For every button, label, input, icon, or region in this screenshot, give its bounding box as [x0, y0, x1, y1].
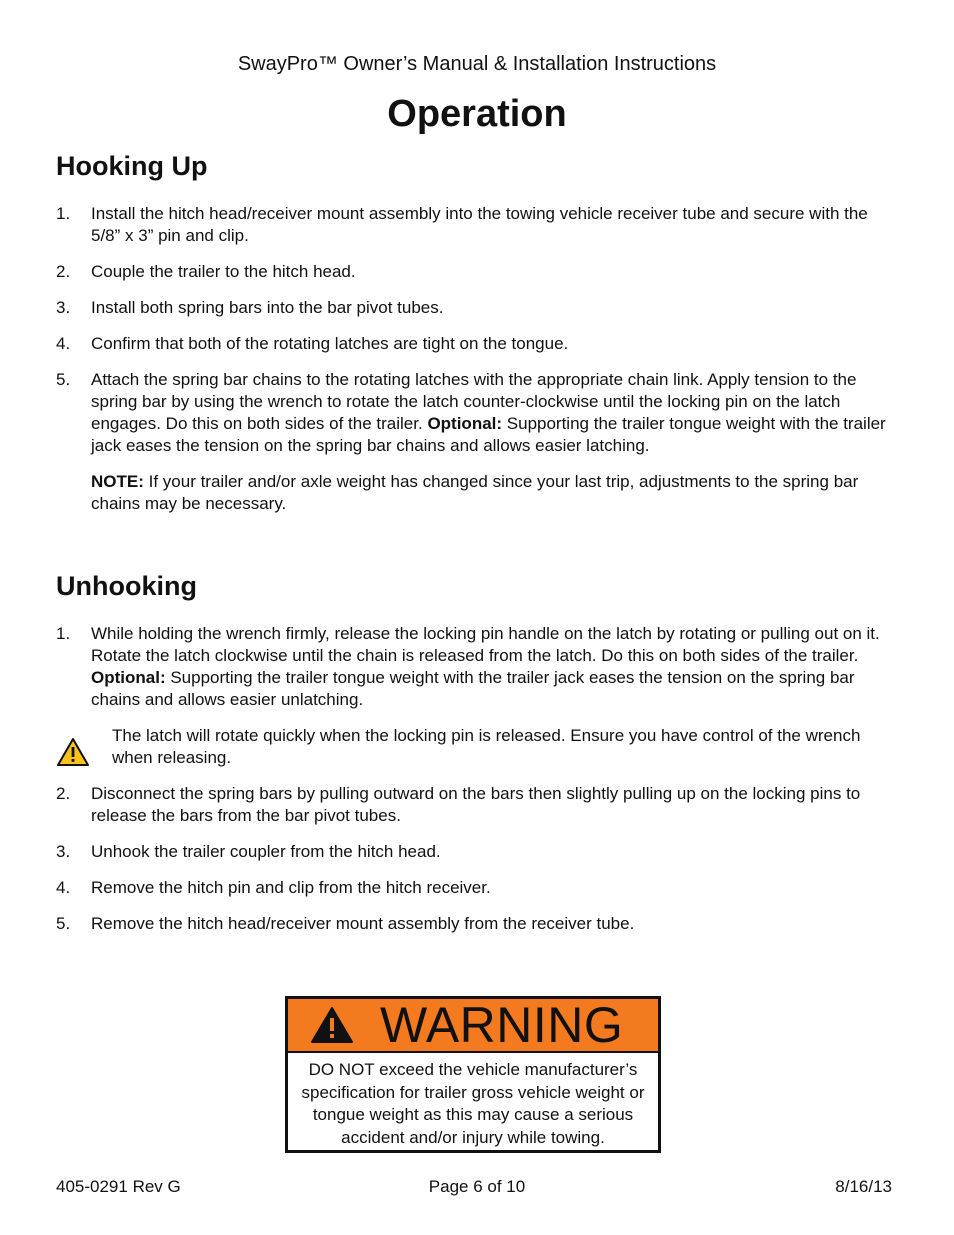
hooking-up-heading: Hooking Up: [56, 151, 208, 181]
step-number: 4.: [56, 334, 71, 353]
unhooking-steps: [56, 623, 896, 949]
list-item: [56, 877, 896, 899]
step-text: Couple the trailer to the hitch head.: [91, 262, 356, 281]
step-number: 5.: [56, 914, 71, 933]
step-text-after: Supporting the trailer tongue weight with the trailer jack eases the tension on the spring bar chains and allows easier unlatching.: [91, 668, 855, 709]
step-text: While holding the wrench firmly, release the locking pin handle on the latch by rotating or pulling out on it. Rotate the latch clockwise until the chain is released from the latch. Do this on both sides of the trailer.: [91, 624, 880, 665]
hooking-up-steps: [56, 203, 896, 529]
step-text: Remove the hitch pin and clip from the hitch receiver.: [91, 878, 491, 897]
footer-doc-number: 405-0291 Rev G: [56, 1177, 181, 1196]
list-item: [56, 913, 896, 935]
caution-note: [56, 725, 896, 769]
note-text: If your trailer and/or axle weight has changed since your last trip, adjustments to the spring bar chains may be necessary.: [91, 472, 859, 513]
step-text: Install the hitch head/receiver mount assembly into the towing vehicle receiver tube and secure with the 5/8” x 3” pin and clip.: [91, 204, 868, 245]
unhooking-heading: Unhooking: [56, 571, 197, 601]
warning-triangle-icon: [310, 1006, 354, 1044]
step-text: Unhook the trailer coupler from the hitch head.: [91, 842, 441, 861]
step-number: 2.: [56, 784, 71, 803]
list-item: [56, 297, 896, 319]
list-item: [56, 333, 896, 355]
step-text: Install both spring bars into the bar pivot tubes.: [91, 298, 444, 317]
list-item: [56, 261, 896, 283]
step-text: Disconnect the spring bars by pulling outward on the bars then slightly pulling up on the locking pins to release the bars from the bar pivot tubes.: [91, 784, 861, 825]
note-label: NOTE:: [91, 472, 144, 491]
warning-banner: [288, 999, 658, 1053]
step-number: 3.: [56, 298, 71, 317]
list-item: [56, 783, 896, 827]
optional-label: Optional:: [427, 414, 503, 433]
caution-triangle-icon: [56, 737, 90, 767]
step-number: 1.: [56, 624, 71, 643]
step-text: Confirm that both of the rotating latches are tight on the tongue.: [91, 334, 569, 353]
warning-word: WARNING: [380, 997, 624, 1053]
caution-text: The latch will rotate quickly when the locking pin is released. Ensure you have control of the wrench when releasing.: [112, 726, 861, 767]
step-text-after: Supporting the trailer tongue weight with the trailer jack eases the tension on the spring bar chains and allows easier latching.: [91, 414, 886, 455]
list-item: [56, 203, 896, 247]
step-number: 3.: [56, 842, 71, 861]
note: [91, 471, 896, 515]
list-item: [56, 623, 896, 769]
footer-page-number: Page 6 of 10: [428, 1177, 526, 1196]
step-number: 2.: [56, 262, 71, 281]
page-title: Operation: [387, 93, 567, 135]
page-header: SwayPro™ Owner’s Manual & Installation Instructions: [237, 53, 717, 75]
warning-text: DO NOT exceed the vehicle manufacturer’s specification for trailer gross vehicle weight or tongue weight as this may cause a serious accident and/or injury while towing.: [301, 1060, 645, 1147]
warning-box: [285, 996, 661, 1153]
step-number: 5.: [56, 370, 71, 389]
step-text: Remove the hitch head/receiver mount assembly from the receiver tube.: [91, 914, 635, 933]
step-number: 1.: [56, 204, 71, 223]
step-number: 4.: [56, 878, 71, 897]
footer-date: 8/16/13: [835, 1177, 892, 1196]
optional-label: Optional:: [91, 668, 166, 687]
list-item: [56, 841, 896, 863]
list-item: [56, 369, 896, 515]
step-text: Attach the spring bar chains to the rotating latches with the appropriate chain link. Apply tension to the spring bar by using the wrench to rotate the latch counter-clockwise until the locking pin on the latch engages. Do this on both sides of the trailer.: [91, 370, 857, 433]
